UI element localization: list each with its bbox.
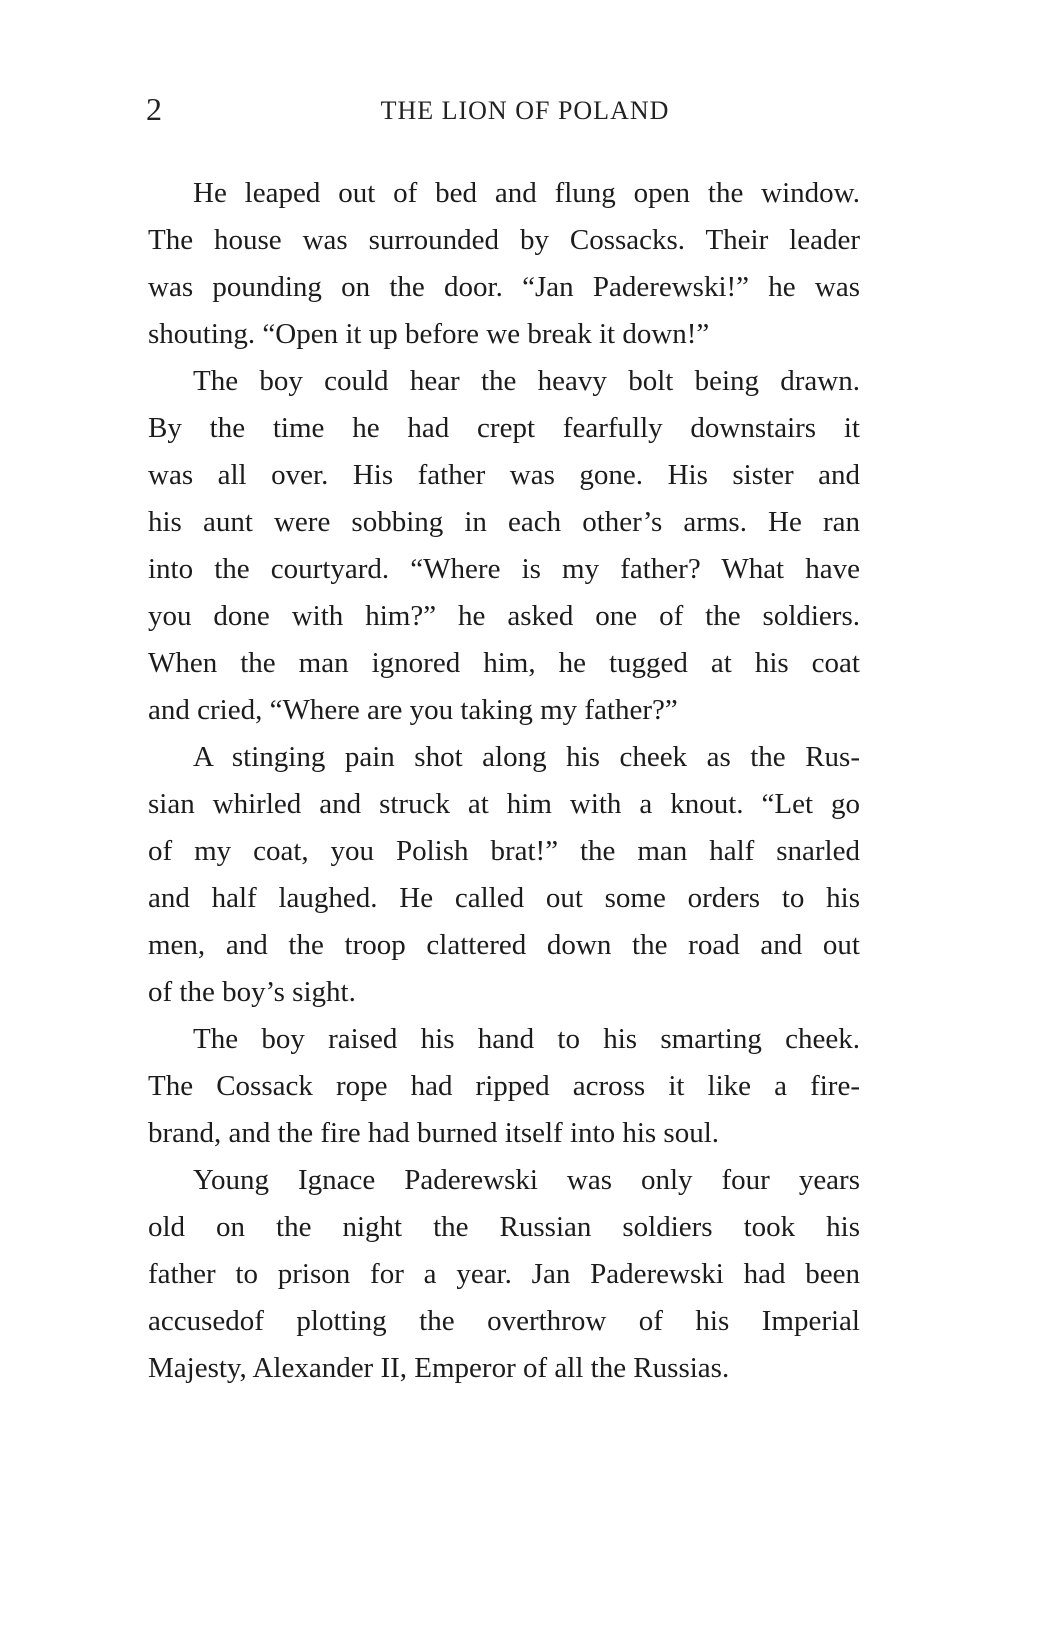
text-line: of the boy’s sight.: [148, 976, 356, 1008]
text-line: The boy raised his hand to his smarting cheek.: [193, 1023, 860, 1055]
text-line: Young Ignace Paderewski was only four years: [193, 1164, 860, 1196]
text-line: father to prison for a year. Jan Paderewski had been: [148, 1258, 860, 1290]
text-line: old on the night the Russian soldiers took his: [148, 1211, 860, 1243]
text-line: The house was surrounded by Cossacks. Their leader: [148, 224, 860, 256]
text-line: shouting. “Open it up before we break it down!”: [148, 318, 710, 350]
text-line: his aunt were sobbing in each other’s arms. He ran: [148, 506, 860, 538]
text-line: into the courtyard. “Where is my father? What have: [148, 553, 860, 585]
text-line: and half laughed. He called out some orders to his: [148, 882, 860, 914]
body-text: [148, 170, 860, 1392]
text-line: Majesty, Alexander II, Emperor of all the Russias.: [148, 1352, 730, 1384]
text-line: accusedof plotting the overthrow of his Imperial: [148, 1305, 860, 1337]
text-line: When the man ignored him, he tugged at his coat: [148, 647, 860, 679]
text-line: men, and the troop clattered down the road and out: [148, 929, 860, 961]
page-number: 2: [146, 91, 162, 127]
text-line: was all over. His father was gone. His sister and: [148, 459, 860, 491]
text-line: of my coat, you Polish brat!” the man half snarled: [148, 835, 860, 867]
text-line: you done with him?” he asked one of the soldiers.: [148, 600, 860, 632]
text-line: and cried, “Where are you taking my father?”: [148, 694, 678, 726]
text-line: The boy could hear the heavy bolt being drawn.: [193, 365, 860, 397]
text-line: sian whirled and struck at him with a knout. “Let go: [148, 788, 860, 820]
text-line: By the time he had crept fearfully downstairs it: [148, 412, 860, 444]
text-line: He leaped out of bed and flung open the window.: [193, 177, 860, 209]
text-line: The Cossack rope had ripped across it like a fire-: [148, 1070, 860, 1102]
text-line: A stinging pain shot along his cheek as the Rus-: [193, 741, 860, 773]
running-title: THE LION OF POLAND: [380, 96, 670, 125]
text-line: was pounding on the door. “Jan Paderewski!” he was: [148, 271, 860, 303]
text-line: brand, and the fire had burned itself into his soul.: [148, 1117, 720, 1149]
